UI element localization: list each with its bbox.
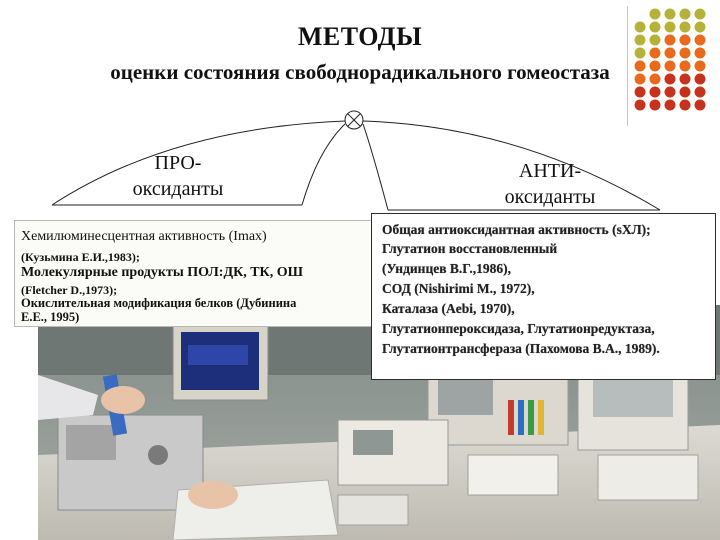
prooxidant-method-item: Окислительная модификация белков (Дубинина: [21, 296, 297, 310]
prooxidant-method-item: (Fletcher D.,1973);: [21, 283, 118, 297]
prooxidants-heading-line1: ПРО-: [154, 152, 202, 174]
antioxidant-method-item: Каталаза (Aebi, 1970),: [382, 301, 515, 316]
slide-subtitle: оценки состояния свободнорадикального гомеостаза: [110, 60, 610, 84]
antioxidants-heading-line1: АНТИ-: [518, 160, 582, 182]
prooxidant-method-item: Хемилюминесцентная активность (Imax): [21, 229, 267, 244]
prooxidant-methods-box: [14, 220, 372, 327]
antioxidant-methods-box: [371, 213, 716, 380]
antioxidant-method-item: Глутатион восстановленный: [382, 241, 558, 256]
slide-title: МЕТОДЫ: [297, 22, 423, 51]
prooxidant-method-item: Молекулярные продукты ПОЛ:ДК, ТК, ОШ: [21, 265, 303, 280]
prooxidants-heading-line2: оксиданты: [132, 178, 224, 200]
antioxidant-method-item: (Ундинцев В.Г.,1986),: [382, 261, 511, 276]
antioxidant-method-item: Глутатионтрансфераза (Пахомова В.А., 1989).: [382, 341, 660, 356]
prooxidant-method-item: Е.Е., 1995): [21, 310, 80, 324]
antioxidant-method-item: СОД (Nishirimi M., 1972),: [382, 281, 535, 296]
antioxidants-heading-line2: оксиданты: [504, 186, 596, 208]
prooxidants-heading: [98, 150, 258, 202]
antioxidants-heading: [475, 158, 625, 210]
antioxidant-method-item: Глутатионпероксидаза, Глутатионредуктаза,: [382, 321, 655, 336]
antioxidant-method-item: Общая антиоксидантная активность (sХЛ);: [382, 222, 651, 237]
prooxidant-method-item: (Кузьмина Е.И.,1983);: [21, 250, 140, 264]
